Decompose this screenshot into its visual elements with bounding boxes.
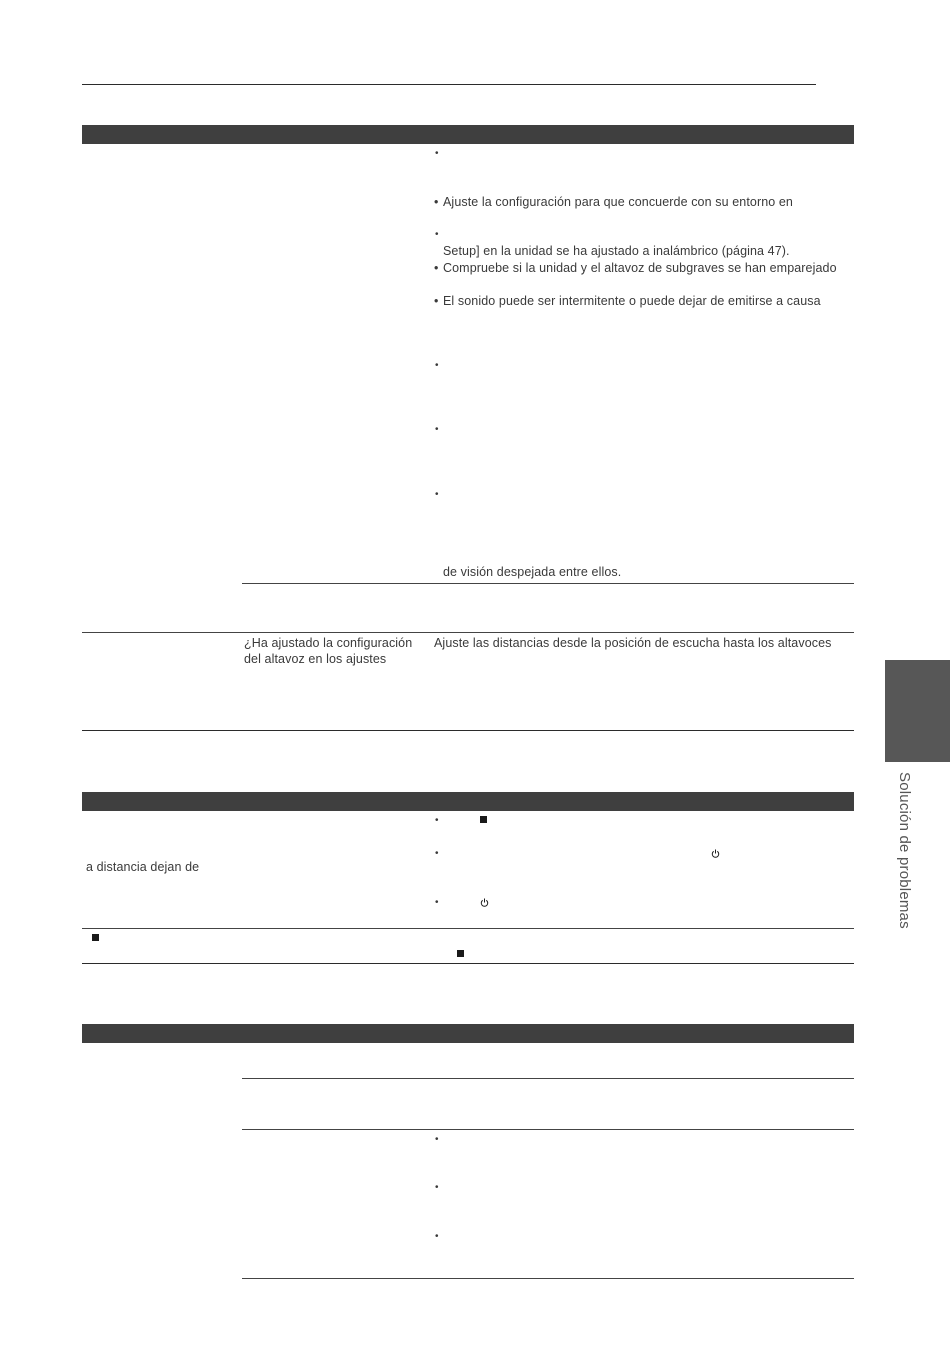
section-side-label: Solución de problemas <box>896 772 913 929</box>
answer-line: Ajuste la configuración para que concuerde con su entorno en <box>443 195 793 209</box>
row-divider <box>242 1078 854 1079</box>
bullet-dot-icon: • <box>435 229 439 240</box>
answer-line: de visión despejada entre ellos. <box>443 565 622 579</box>
bullet-dot-icon: • <box>435 360 439 371</box>
bullet-dot-icon: • <box>435 848 439 859</box>
power-icon <box>480 898 489 907</box>
table-header-band-1 <box>82 125 854 144</box>
row-divider <box>242 1129 854 1130</box>
table-bottom-rule <box>82 963 854 964</box>
table-bottom-rule <box>82 730 854 731</box>
bullet-dot-icon: • <box>435 424 439 435</box>
bullet-dot-icon: • <box>434 261 439 275</box>
question-line: ¿Ha ajustado la configuración <box>244 636 413 650</box>
header-rule <box>82 84 816 85</box>
question-line: del altavoz en los ajustes <box>244 652 387 666</box>
table-header-band-2 <box>82 792 854 811</box>
power-icon <box>711 849 720 858</box>
answer-line: Setup] en la unidad se ha ajustado a inalámbrico (página 47). <box>443 244 790 258</box>
bullet-dot-icon: • <box>435 1182 439 1193</box>
answer-line: Compruebe si la unidad y el altavoz de subgraves se han emparejado <box>443 261 837 275</box>
stop-square-icon <box>92 934 99 941</box>
row-divider <box>82 632 854 633</box>
section-side-tab <box>885 660 950 762</box>
row-divider <box>82 928 854 929</box>
bullet-dot-icon: • <box>434 294 439 308</box>
stop-square-icon <box>480 816 487 823</box>
bullet-dot-icon: • <box>434 195 439 209</box>
bullet-dot-icon: • <box>435 815 439 826</box>
stop-square-icon <box>457 950 464 957</box>
table-header-band-3 <box>82 1024 854 1043</box>
row-divider <box>242 1278 854 1279</box>
symptom-line: a distancia dejan de <box>86 860 200 874</box>
answer-line: El sonido puede ser intermitente o puede dejar de emitirse a causa <box>443 294 821 308</box>
bullet-dot-icon: • <box>435 148 439 159</box>
bullet-dot-icon: • <box>435 1231 439 1242</box>
bullet-dot-icon: • <box>435 1134 439 1145</box>
answer-line: Ajuste las distancias desde la posición de escucha hasta los altavoces <box>434 636 832 650</box>
bullet-dot-icon: • <box>435 897 439 908</box>
row-divider <box>242 583 854 584</box>
bullet-dot-icon: • <box>435 489 439 500</box>
